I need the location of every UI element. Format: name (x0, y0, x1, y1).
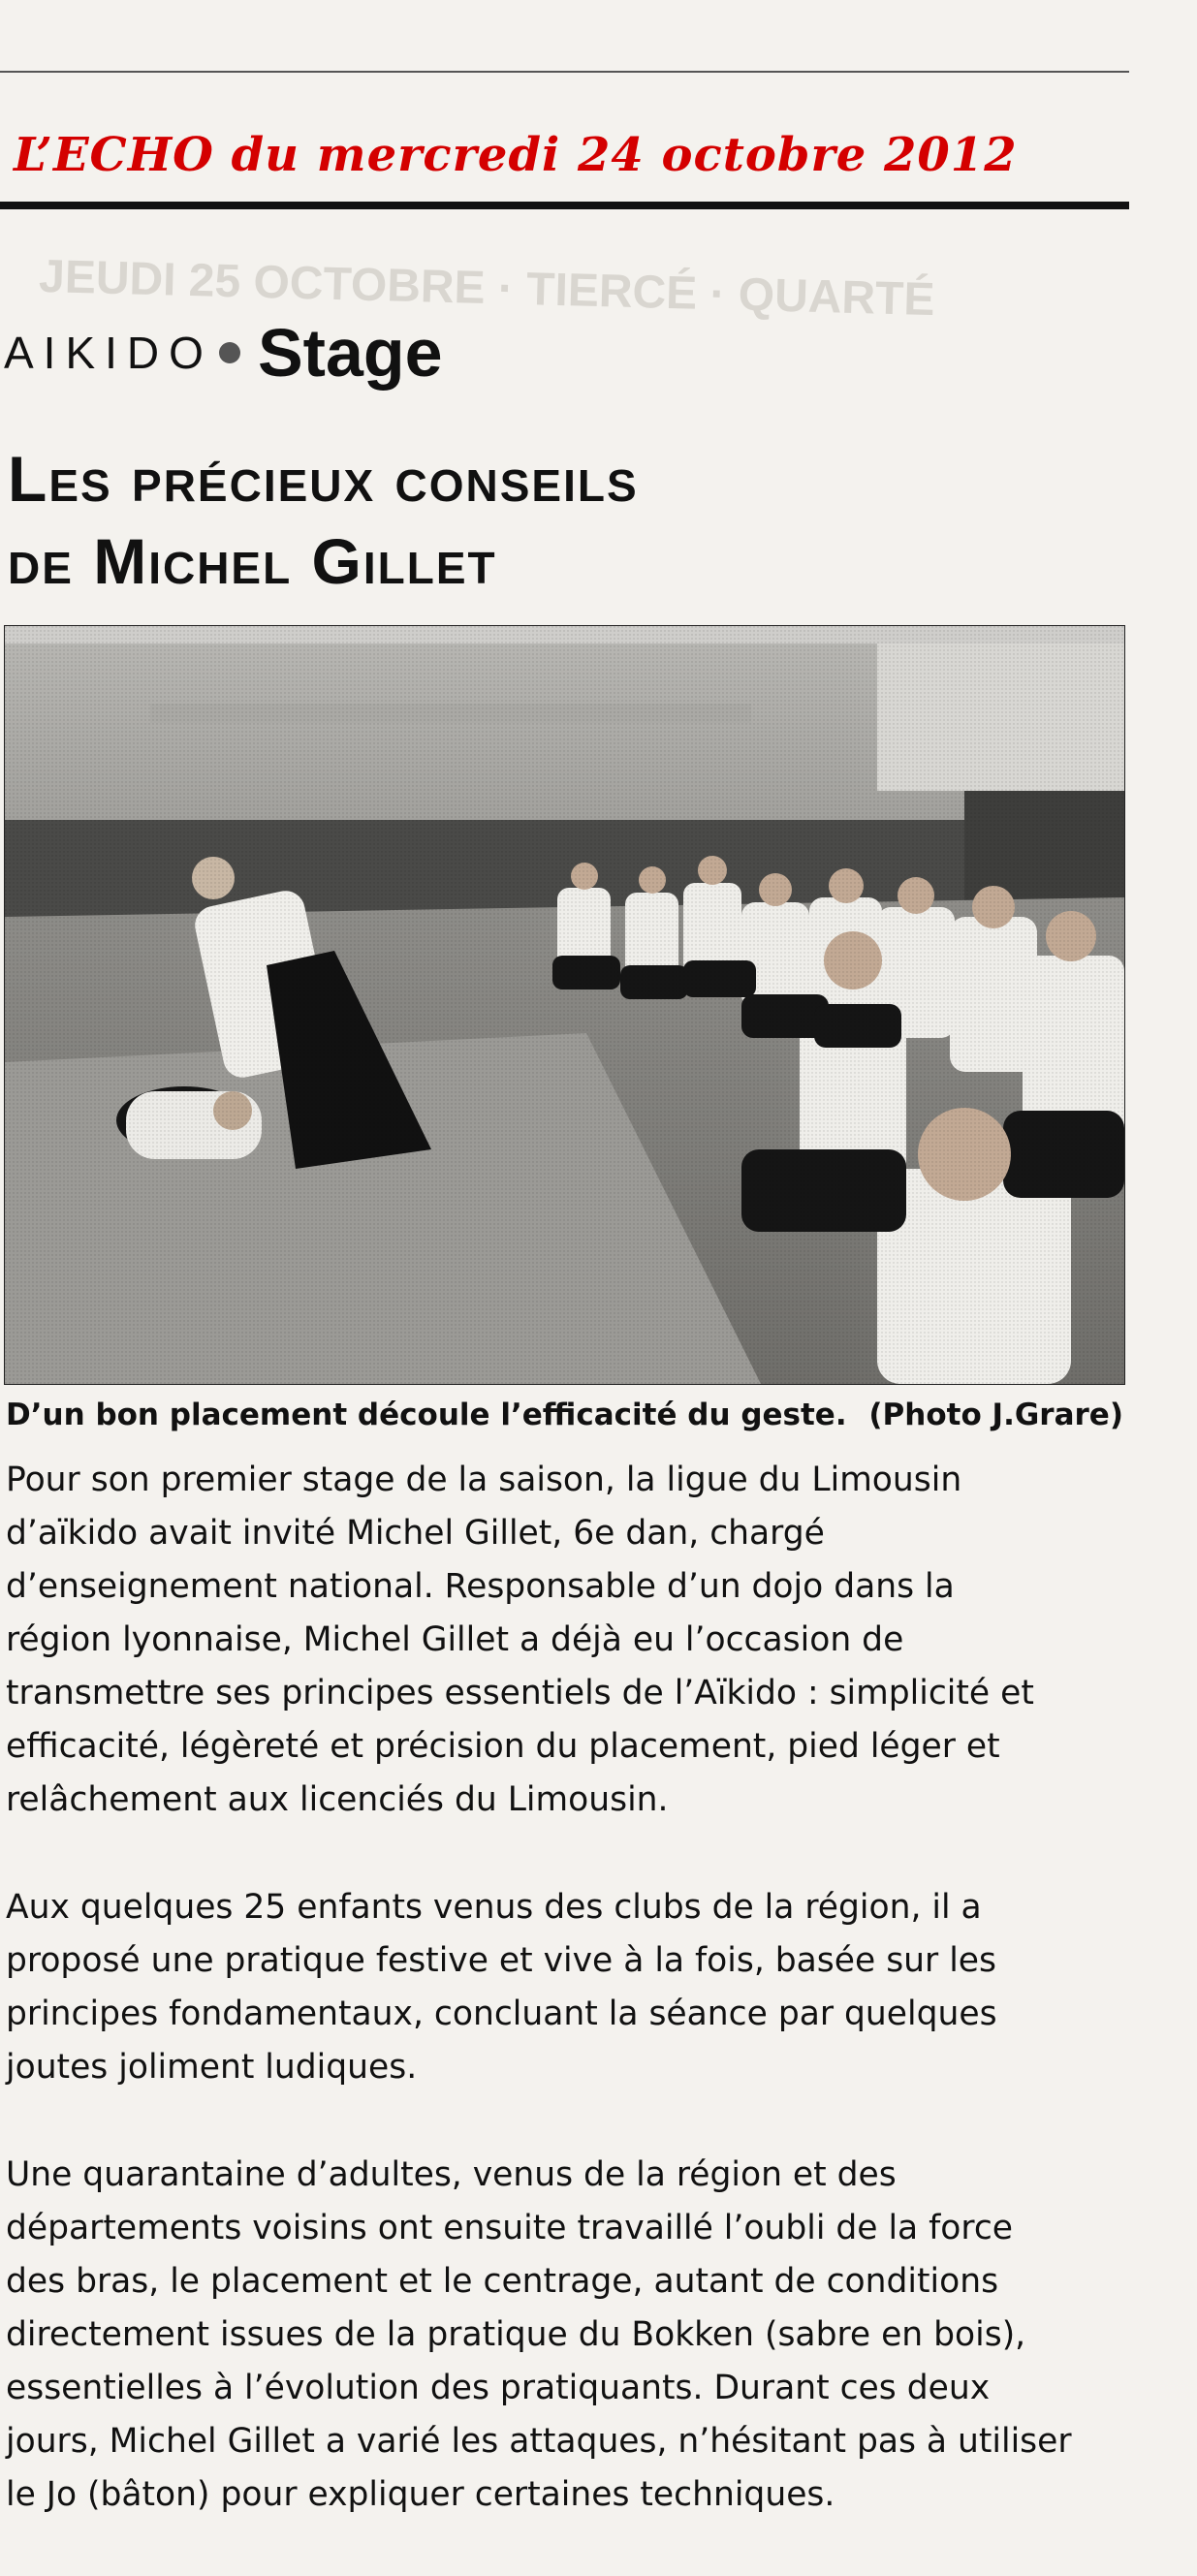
text-line: Pour son premier stage de la saison, la ligue du Limousin (6, 1461, 962, 1499)
text-line: des bras, le placement et le centrage, autant de conditions (6, 2262, 999, 2301)
text-line: Une quarantaine d’adultes, venus de la région et des (6, 2155, 897, 2194)
text-line: jours, Michel Gillet a varié les attaques, n’hésitant pas à utiliser (6, 2422, 1072, 2461)
paragraph (6, 1881, 1130, 2094)
text-line: le Jo (bâton) pour expliquer certaines techniques. (6, 2475, 835, 2514)
text-line: départements voisins ont ensuite travaillé l’oubli de la force (6, 2209, 1014, 2247)
topic-label: Stage (257, 315, 443, 391)
text-line: principes fondamentaux, concluant la séance par quelques (6, 1995, 997, 2033)
photo-illustration (5, 626, 1124, 1384)
text-line: d’aïkido avait invité Michel Gillet, 6e dan, chargé (6, 1514, 825, 1553)
headline (8, 438, 1122, 603)
text-line: d’enseignement national. Responsable d’un dojo dans la (6, 1567, 955, 1606)
bleed-through-text: JEUDI 25 OCTOBRE · TIERCÉ · QUARTÉ (38, 250, 936, 327)
caption-text: D’un bon placement découle l’efficacité du geste. (6, 1398, 847, 1432)
text-line: essentielles à l’évolution des pratiquants. Durant ces deux (6, 2369, 991, 2407)
headline-line: Les précieux conseils (8, 443, 639, 515)
paragraph (6, 1454, 1130, 1827)
article-kicker (4, 308, 443, 397)
text-line: efficacité, légèreté et précision du placement, pied léger et (6, 1727, 1000, 1766)
section-label: AIKIDO (4, 328, 213, 378)
headline-line: de Michel Gillet (8, 525, 497, 597)
text-line: Aux quelques 25 enfants venus des clubs de la région, il a (6, 1888, 982, 1927)
text-line: joutes joliment ludiques. (6, 2048, 418, 2087)
top-rule (0, 71, 1129, 73)
edition-line: L’ECHO du mercredi 24 octobre 2012 (14, 128, 1018, 182)
text-line: région lyonnaise, Michel Gillet a déjà eu l’occasion de (6, 1620, 904, 1659)
bullet-icon (219, 342, 240, 363)
masthead-rule (0, 202, 1129, 209)
text-line: relâchement aux licenciés du Limousin. (6, 1780, 669, 1819)
photo-caption (6, 1398, 1123, 1444)
photo-credit: (Photo J.Grare) (868, 1398, 1123, 1432)
text-line: transmettre ses principes essentiels de l’Aïkido : simplicité et (6, 1674, 1034, 1712)
text-line: directement issues de la pratique du Bokken (sabre en bois), (6, 2315, 1026, 2354)
article-body (6, 1454, 1130, 2576)
article-photo (4, 625, 1125, 1385)
paragraph (6, 2149, 1130, 2522)
text-line: proposé une pratique festive et vive à la fois, basée sur les (6, 1941, 996, 1980)
